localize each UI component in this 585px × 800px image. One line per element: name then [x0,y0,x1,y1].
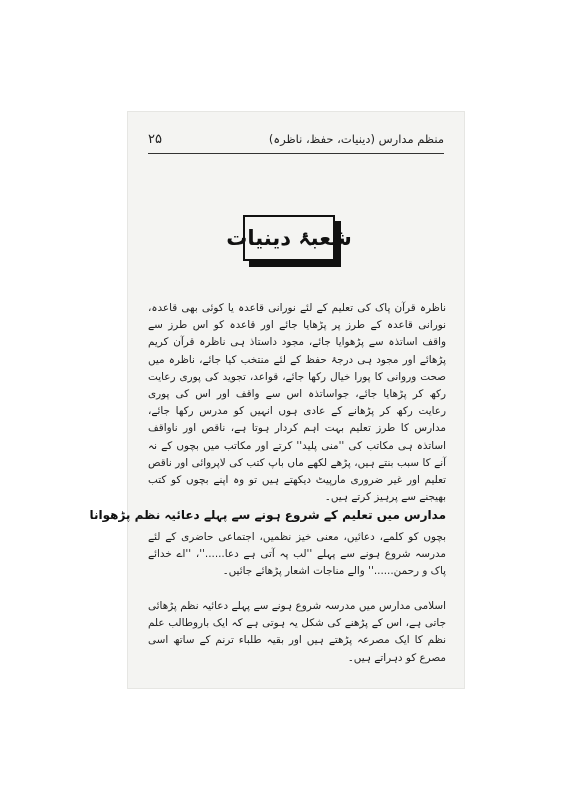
paragraph-madaris: اسلامی مدارس میں مدرسہ شروع ہونے سے پہلے دعائیہ نظم پڑھائی جاتی ہے، اس کے پڑھنے کی شکل یہ ہوتی ہے کہ ایک باروطالب علم نظم کا ایک مصرعہ پڑھتے ہیں اور بقیہ طلباء ترنم کے ساتھ اسی مصرع کو دہراتے ہیں۔ [148,600,446,664]
paragraph-intro: ناظرہ قرآن پاک کی تعلیم کے لئے نورانی قاعدہ یا کوئی بھی قاعدہ، نورانی قاعدہ کے طرز پر پڑھایا جائے اور قاعدہ کو اس طرز سے واقف اساتذہ سے پڑھوایا جائے، مجود داستاذ ہی ناظرہ قرآن کریم پڑھائے اور مجود ہی درجۂ حفظ کے لئے منتخب کیا جائے، ناظرہ میں صحت وروانی کا پورا خیال رکھا جائے، قواعد، تجوید کی پوری رعایت رکھ کر پڑھایا جائے، جواساتذہ اس سے واقف اور اس کی پوری رعایت رکھ کر پڑھانے کے عادی ہوں انہیں کو مدرس رکھا جائے، مدارس کا طرز تعلیم بہت اہم کردار ہوتا ہے، ناقص اور ناواقف اساتذہ ہی مکاتب کی ''منی پلید'' کرتے اور مکاتب میں بچوں کے نہ آنے کا سبب بنتے ہیں، پڑھے لکھے ماں باپ کتب کی لاپروائی اور ناقص تعلیم اور غیر ضروری مارپیٹ دیکھتے ہیں تو وہ اپنے بچوں کو کتب بھیجنے سے پرہیز کرتے ہیں۔ [148,302,446,504]
section-title: شعبۂ دینیات [226,226,352,250]
subheading: مدارس میں تعلیم کے شروع ہونے سے پہلے دعائیہ نظم پڑھوانا [89,508,446,522]
paragraph-prayers: بچوں کو کلمے، دعائیں، معنی خیز نظمیں، اجتماعی حاضری کے لئے مدرسہ شروع ہونے سے پہلے ''لب پہ آتی ہے دعا......''، ''اے خدائے پاک و رحمن......'' والے مناجات اشعار پڑھائے جائیں۔ [148,531,446,578]
running-head: منظم مدارس (دینیات، حفظ، ناظرہ) [268,132,444,146]
header-rule [148,153,444,154]
section-title-box [226,215,352,261]
page-number: ۲۵ [148,132,162,147]
